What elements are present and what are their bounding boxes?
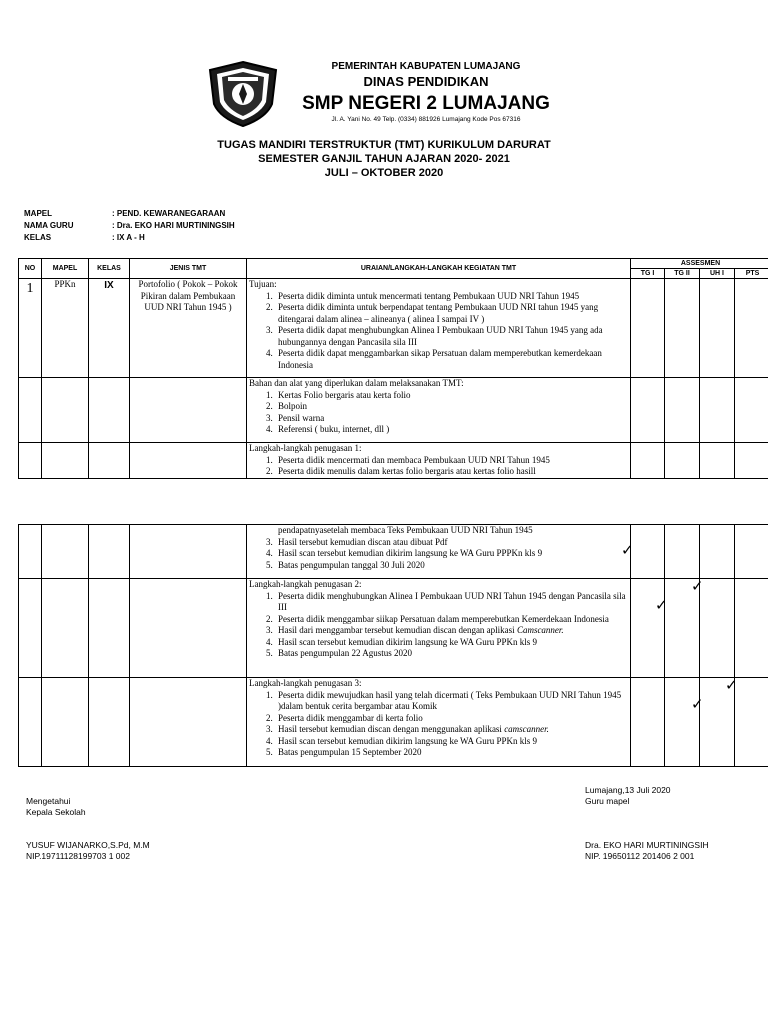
cell-uh1 — [700, 443, 735, 479]
table-row — [19, 525, 768, 579]
cell-no — [19, 443, 42, 479]
list-item: 1. Peserta didik diminta untuk mencermati tentang Pembukaan UUD NRI Tahun 1945 — [275, 291, 630, 303]
guru-mapel-label: Guru mapel — [585, 796, 630, 806]
school-name: SMP NEGERI 2 LUMAJANG — [302, 93, 550, 114]
list-item: 5. Batas pengumpulan 15 September 2020 — [275, 747, 630, 759]
info-label-kelas: KELAS — [24, 233, 52, 242]
langkah-1-list — [247, 455, 630, 478]
cell-no — [19, 279, 42, 378]
cell-tg1 — [631, 525, 665, 579]
bahan-title: Bahan dan alat yang diperlukan dalam melaksanakan TMT: — [249, 378, 464, 388]
check-mark-icon: ✓ — [725, 676, 738, 694]
info-label-mapel: MAPEL — [24, 209, 52, 218]
cell-langkah-1-cont — [247, 525, 631, 579]
cell-jenis — [130, 443, 247, 479]
cell-jenis: Portofolio ( Pokok – Pokok Pikiran dalam Pembukaan UUD NRI Tahun 1945 ) — [130, 279, 247, 378]
col-header-no: NO — [19, 259, 42, 279]
list-item: 1. Peserta didik mencermati dan membaca Pembukaan UUD NRI Tahun 1945 — [275, 455, 630, 467]
list-item: 3. Pensil warna — [275, 413, 630, 425]
cell-kelas — [89, 443, 130, 479]
table-row — [19, 279, 768, 378]
list-item: 5. Batas pengumpulan 22 Agustus 2020 — [275, 648, 630, 660]
cell-no — [19, 378, 42, 443]
list-item: 1. Peserta didik menghubungkan Alinea I Pembukaan UUD NRI Tahun 1945 dengan Pancasila sila III — [275, 591, 630, 614]
list-item: 2. Peserta didik menggambar di kerta folio — [275, 713, 630, 725]
list-item: 4. Hasil scan tersebut kemudian dikirim langsung ke WA Guru PPPKn kls 9 — [275, 548, 630, 560]
langkah-3-title: Langkah-langkah penugasan 3: — [249, 678, 362, 688]
langkah-2-title: Langkah-langkah penugasan 2: — [249, 579, 362, 589]
cell-pts — [735, 579, 768, 678]
kepala-sekolah-nip: NIP.19711128199703 1 002 — [26, 851, 130, 861]
app-name: Camscanner. — [516, 625, 564, 635]
cell-mapel — [42, 378, 89, 443]
cell-tg1 — [631, 678, 665, 767]
doc-title-2: SEMESTER GANJIL TAHUN AJARAN 2020- 2021 — [258, 153, 510, 165]
list-item: 4. Peserta didik dapat menggambarkan sikap Persatuan dalam memperebutkan kemerdekaan Indonesia — [275, 348, 630, 371]
gov-line: PEMERINTAH KABUPATEN LUMAJANG — [331, 61, 521, 72]
list-item: 2. Peserta didik diminta untuk berpendapat tentang Pembukaan UUD NRI tahun 1945 yang ditengarai dalam alinea – alineanya ( alinea I sampai IV ) — [275, 302, 630, 325]
cell-tg1 — [631, 378, 665, 443]
cell-tg2 — [665, 378, 700, 443]
cell-mapel — [42, 443, 89, 479]
cell-pts — [735, 279, 768, 378]
tmt-table-part-2 — [18, 524, 768, 767]
list-item: 1. Kertas Folio bergaris atau kerta folio — [275, 390, 630, 402]
tujuan-list — [247, 291, 630, 372]
guru-nip: NIP. 19650112 201406 2 001 — [585, 851, 695, 861]
cell-uh1 — [700, 279, 735, 378]
department-line: DINAS PENDIDIKAN — [363, 74, 489, 89]
langkah-1-continuation: pendapatnyasetelah membaca Teks Pembukaan UUD NRI Tahun 1945 — [278, 525, 533, 535]
col-header-uraian: URAIAN/LANGKAH-LANGKAH KEGIATAN TMT — [247, 259, 631, 279]
info-block — [24, 208, 424, 248]
cell-pts — [735, 443, 768, 479]
mengetahui-label: Mengetahui — [26, 796, 71, 806]
cell-tg1 — [631, 279, 665, 378]
cell-kelas — [89, 378, 130, 443]
table-row — [19, 678, 768, 767]
cell-tujuan — [247, 279, 631, 378]
info-value-kelas: : IX A - H — [112, 233, 145, 242]
cell-uh1 — [700, 378, 735, 443]
col-header-tg1: TG I — [631, 269, 665, 279]
doc-title-3: JULI – OKTOBER 2020 — [324, 167, 444, 179]
cell-jenis — [130, 378, 247, 443]
cell-langkah-1 — [247, 443, 631, 479]
check-mark-icon: ✓ — [655, 596, 668, 614]
kepala-sekolah-name: YUSUF WIJANARKO,S.Pd, M.M — [26, 840, 150, 850]
list-item: 1. Peserta didik mewujudkan hasil yang telah dicermati ( Teks Pembukaan UUD NRI Tahun 1945 )dalam bentuk cerita bergambar atau Komik — [275, 690, 630, 713]
table-row — [19, 443, 768, 479]
kepala-sekolah-label: Kepala Sekolah — [26, 807, 86, 817]
cell-tg2 — [665, 525, 700, 579]
cell-kelas: IX — [89, 279, 130, 378]
cell-pts — [735, 378, 768, 443]
cell-tg1 — [631, 443, 665, 479]
cell-jenis — [130, 525, 247, 579]
list-item — [275, 625, 630, 637]
info-value-mapel: : PEND. KEWARANEGARAAN — [112, 209, 226, 218]
list-item-text: Hasil dari menggambar tersebut kemudian discan dengan aplikasi — [278, 625, 517, 635]
cell-kelas — [89, 579, 130, 678]
col-header-mapel: MAPEL — [42, 259, 89, 279]
doc-title-1: TUGAS MANDIRI TERSTRUKTUR (TMT) KURIKULUM DARURAT — [217, 139, 551, 151]
cell-jenis — [130, 678, 247, 767]
cell-langkah-3 — [247, 678, 631, 767]
tujuan-title: Tujuan: — [249, 279, 277, 289]
cell-pts — [735, 678, 768, 767]
check-mark-icon: ✓ — [621, 541, 634, 559]
check-mark-icon: ✓ — [691, 577, 704, 595]
list-item: 3. Hasil tersebut kemudian discan atau dibuat Pdf — [275, 537, 630, 549]
bahan-list — [247, 390, 630, 436]
cell-pts — [735, 525, 768, 579]
list-item-text: Hasil tersebut kemudian discan dengan menggunakan aplikasi — [278, 724, 505, 734]
row-number: 1 — [26, 281, 34, 296]
list-item: 4. Hasil scan tersebut kemudian dikirim langsung ke WA Guru PPKn kls 9 — [275, 637, 630, 649]
info-label-guru: NAMA GURU — [24, 221, 74, 230]
cell-no — [19, 579, 42, 678]
place-date: Lumajang,13 Juli 2020 — [585, 785, 671, 795]
table-row — [19, 579, 768, 678]
col-header-jenis: JENIS TMT — [130, 259, 247, 279]
cell-no — [19, 525, 42, 579]
table-row — [19, 378, 768, 443]
guru-name: Dra. EKO HARI MURTININGSIH — [585, 840, 709, 850]
cell-mapel — [42, 579, 89, 678]
cell-uh1 — [700, 579, 735, 678]
cell-uh1 — [700, 525, 735, 579]
cell-kelas — [89, 678, 130, 767]
langkah-2-list — [247, 591, 630, 660]
info-value-guru: : Dra. EKO HARI MURTININGSIH — [112, 221, 235, 230]
cell-jenis — [130, 579, 247, 678]
cell-tg1 — [631, 579, 665, 678]
col-header-asesmen: ASSESMEN — [631, 259, 768, 269]
cell-bahan — [247, 378, 631, 443]
langkah-1-list-cont — [247, 537, 630, 572]
list-item: 4. Referensi ( buku, internet, dll ) — [275, 424, 630, 436]
col-header-kelas: KELAS — [89, 259, 130, 279]
langkah-3-list — [247, 690, 630, 759]
list-item: 4. Hasil scan tersebut kemudian dikirim langsung ke WA Guru PPKn kls 9 — [275, 736, 630, 748]
list-item: 5. Batas pengumpulan tanggal 30 Juli 2020 — [275, 560, 630, 572]
list-item: 2. Peserta didik menulis dalam kertas folio bergaris atau kertas folio hasill — [275, 466, 630, 478]
langkah-1-title: Langkah-langkah penugasan 1: — [249, 443, 362, 453]
list-item — [275, 724, 630, 736]
list-item: 2. Bolpoin — [275, 401, 630, 413]
cell-tg2 — [665, 279, 700, 378]
list-item: 2. Peserta didik menggambar siikap Persatuan dalam memperebutkan Kemerdekaan Indonesia — [275, 614, 630, 626]
cell-langkah-2 — [247, 579, 631, 678]
check-mark-icon: ✓ — [691, 695, 704, 713]
cell-no — [19, 678, 42, 767]
school-address: Jl. A. Yani No. 49 Telp. (0334) 881926 Lumajang Kode Pos 67316 — [331, 116, 521, 123]
cell-mapel — [42, 678, 89, 767]
col-header-pts: PTS — [735, 269, 768, 279]
col-header-uh1: UH I — [700, 269, 735, 279]
cell-mapel — [42, 525, 89, 579]
tmt-table-part-1 — [18, 258, 768, 479]
col-header-tg2: TG II — [665, 269, 700, 279]
cell-tg2 — [665, 678, 700, 767]
cell-mapel: PPKn — [42, 279, 89, 378]
cell-kelas — [89, 525, 130, 579]
cell-tg2 — [665, 443, 700, 479]
list-item: 3. Peserta didik dapat menghubungkan Alinea I Pembukaan UUD NRI Tahun 1945 yang ada hubungannya dengan Pancasila sila III — [275, 325, 630, 348]
app-name: camscanner. — [504, 724, 549, 734]
